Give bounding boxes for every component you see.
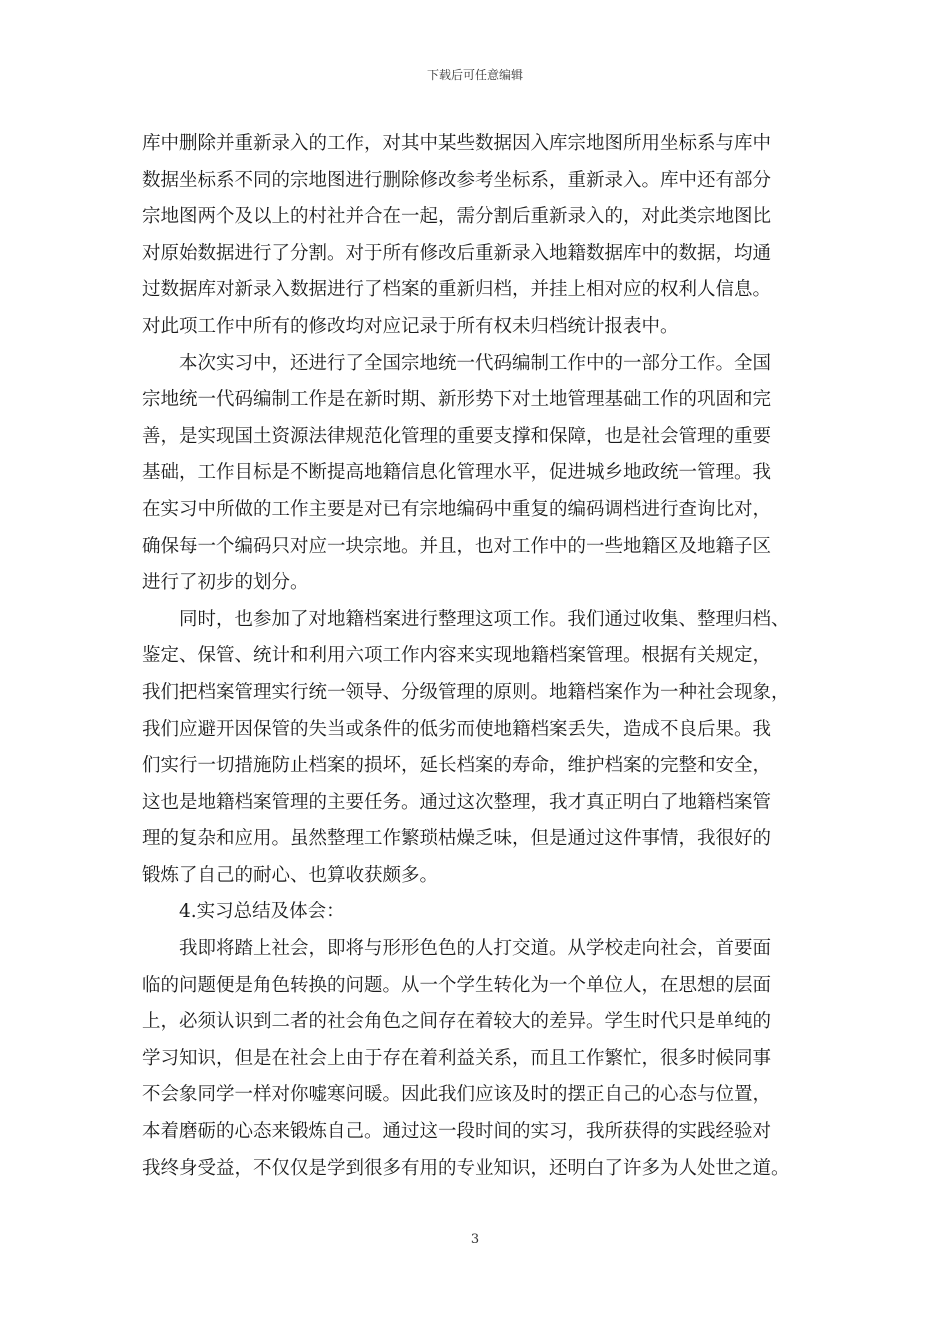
- text-line: 本着磨砺的心态来锻炼自己。通过这一段时间的实习，我所获得的实践经验对: [142, 1121, 772, 1143]
- text-line: 理的复杂和应用。虽然整理工作繁琐枯燥乏味，但是通过这件事情，我很好的: [142, 828, 772, 850]
- text-line: 库中删除并重新录入的工作，对其中某些数据因入库宗地图所用坐标系与库中: [142, 133, 772, 154]
- text-line: 本次实习中，还进行了全国宗地统一代码编制工作中的一部分工作。全国: [179, 352, 772, 374]
- page-number: 3: [470, 1232, 480, 1247]
- text-line: 上，必须认识到二者的社会角色之间存在着较大的差异。学生时代只是单纯的: [142, 1011, 772, 1033]
- text-line: 我们应避开因保管的失当或条件的低劣而使地籍档案丢失，造成不良后果。我: [142, 718, 772, 740]
- text-line: 同时，也参加了对地籍档案进行整理这项工作。我们通过收集、整理归档、: [179, 608, 790, 630]
- text-line: 在实习中所做的工作主要是对已有宗地编码中重复的编码调档进行查询比对，: [142, 498, 772, 520]
- text-line: 对此项工作中所有的修改均对应记录于所有权未归档统计报表中。: [142, 315, 679, 337]
- text-line: 鉴定、保管、统计和利用六项工作内容来实现地籍档案管理。根据有关规定，: [142, 645, 772, 667]
- text-line: 基础，工作目标是不断提高地籍信息化管理水平，促进城乡地政统一管理。我: [142, 462, 772, 484]
- text-line: 过数据库对新录入数据进行了档案的重新归档，并挂上相对应的权利人信息。: [142, 279, 772, 301]
- text-line: 进行了初步的划分。: [142, 572, 309, 594]
- text-line: 锻炼了自己的耐心、也算收获颇多。: [142, 864, 439, 886]
- text-line: 学习知识，但是在社会上由于存在着利益关系，而且工作繁忙，很多时候同事: [142, 1047, 772, 1069]
- text-line: 我们把档案管理实行统一领导、分级管理的原则。地籍档案作为一种社会现象，: [142, 681, 790, 703]
- text-line: 不会象同学一样对你嘘寒问暖。因此我们应该及时的摆正自己的心态与位置，: [142, 1084, 772, 1106]
- text-line: 们实行一切措施防止档案的损坏，延长档案的寿命，维护档案的完整和安全，: [142, 755, 772, 777]
- page-header: 下载后可任意编辑: [426, 68, 523, 82]
- text-line: 善，是实现国土资源法律规范化管理的重要支撑和保障，也是社会管理的重要: [142, 425, 772, 447]
- text-line: 我终身受益，不仅仅是学到很多有用的专业知识，还明白了许多为人处世之道。: [142, 1157, 790, 1179]
- text-line: 对原始数据进行了分割。对于所有修改后重新录入地籍数据库中的数据，均通: [142, 242, 772, 264]
- text-line: 宗地图两个及以上的村社并合在一起，需分割后重新录入的，对此类宗地图比: [142, 206, 772, 228]
- text-line: 我即将踏上社会，即将与形形色色的人打交道。从学校走向社会，首要面: [179, 938, 772, 960]
- text-line: 4.实习总结及体会：: [179, 901, 345, 923]
- text-line: 宗地统一代码编制工作是在新时期、新形势下对土地管理基础工作的巩固和完: [142, 389, 772, 411]
- text-line: 数据坐标系不同的宗地图进行删除修改参考坐标系，重新录入。库中还有部分: [142, 169, 772, 191]
- text-line: 临的问题便是角色转换的问题。从一个学生转化为一个单位人，在思想的层面: [142, 974, 772, 996]
- text-line: 确保每一个编码只对应一块宗地。并且，也对工作中的一些地籍区及地籍子区: [142, 535, 772, 557]
- document-body: [142, 126, 828, 1187]
- text-line: 这也是地籍档案管理的主要任务。通过这次整理，我才真正明白了地籍档案管: [142, 791, 772, 813]
